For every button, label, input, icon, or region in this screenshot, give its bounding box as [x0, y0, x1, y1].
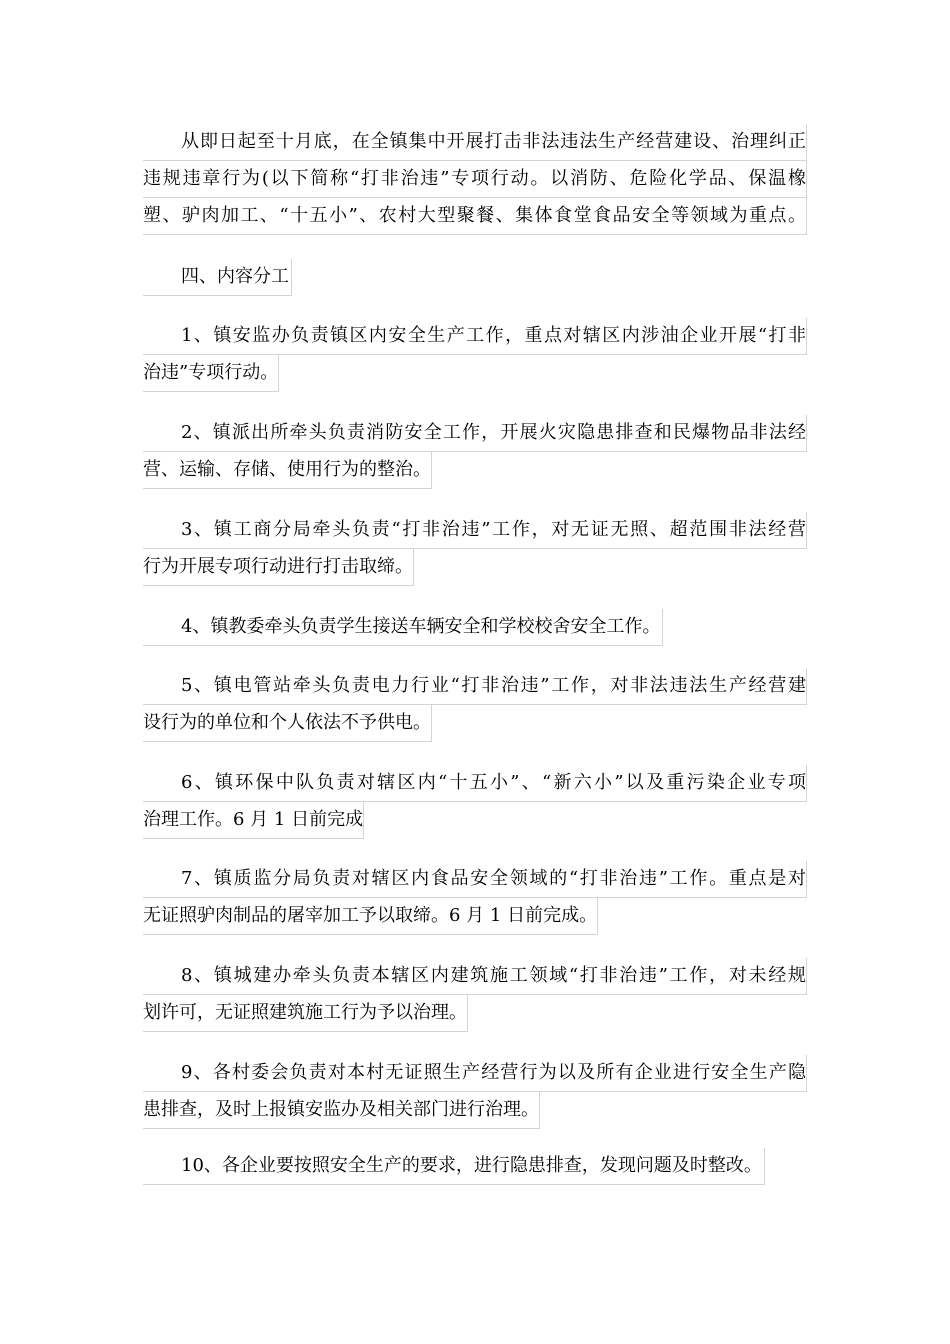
paragraph-item-9 — [143, 1055, 807, 1129]
text-line: 8、镇城建办牵头负责本辖区内建筑施工领域“打非治违”工作，对未经规 — [143, 958, 807, 995]
paragraph-item-1 — [143, 318, 807, 392]
paragraph-item-8 — [143, 958, 807, 1032]
text-line: 治理工作。6 月 1 日前完成 — [143, 802, 364, 839]
text-line: 违规违章行为(以下简称“打非治违”专项行动。以消防、危险化学品、保温橡 — [143, 161, 807, 198]
text-line: 2、镇派出所牵头负责消防安全工作，开展火灾隐患排查和民爆物品非法经 — [143, 415, 807, 452]
text-line: 6、镇环保中队负责对辖区内“十五小”、“新六小”以及重污染企业专项 — [143, 765, 807, 802]
text-line: 治违”专项行动。 — [143, 355, 279, 392]
paragraph-item-4 — [143, 609, 807, 646]
text-line: 营、运输、存储、使用行为的整治。 — [143, 452, 432, 489]
text-line: 10、各企业要按照安全生产的要求，进行隐患排查，发现问题及时整改。 — [143, 1148, 765, 1185]
text-line: 9、各村委会负责对本村无证照生产经营行为以及所有企业进行安全生产隐 — [143, 1055, 807, 1092]
paragraph-item-5 — [143, 668, 807, 742]
text-line: 4、镇教委牵头负责学生接送车辆安全和学校校舍安全工作。 — [143, 609, 663, 646]
text-line: 塑、驴肉加工、“十五小”、农村大型聚餐、集体食堂食品安全等领域为重点。 — [143, 198, 807, 235]
paragraph-item-6 — [143, 765, 807, 839]
text-line: 划许可，无证照建筑施工行为予以治理。 — [143, 995, 468, 1032]
paragraph-item-3 — [143, 512, 807, 586]
text-line: 无证照驴肉制品的屠宰加工予以取缔。6 月 1 日前完成。 — [143, 898, 598, 935]
section-heading — [143, 259, 807, 296]
text-line: 从即日起至十月底，在全镇集中开展打击非法违法生产经营建设、治理纠正 — [143, 124, 807, 161]
text-line: 7、镇质监分局负责对辖区内食品安全领域的“打非治违”工作。重点是对 — [143, 861, 807, 898]
paragraph-item-10 — [143, 1148, 807, 1185]
text-line: 3、镇工商分局牵头负责“打非治违”工作，对无证无照、超范围非法经营 — [143, 512, 807, 549]
text-line: 四、内容分工 — [143, 259, 292, 296]
text-line: 患排查，及时上报镇安监办及相关部门进行治理。 — [143, 1092, 540, 1129]
text-line: 设行为的单位和个人依法不予供电。 — [143, 705, 432, 742]
text-line: 5、镇电管站牵头负责电力行业“打非治违”工作，对非法违法生产经营建 — [143, 668, 807, 705]
paragraph-item-2 — [143, 415, 807, 489]
text-line: 1、镇安监办负责镇区内安全生产工作，重点对辖区内涉油企业开展“打非 — [143, 318, 807, 355]
paragraph-intro — [143, 124, 807, 235]
paragraph-item-7 — [143, 861, 807, 935]
text-line: 行为开展专项行动进行打击取缔。 — [143, 549, 414, 586]
